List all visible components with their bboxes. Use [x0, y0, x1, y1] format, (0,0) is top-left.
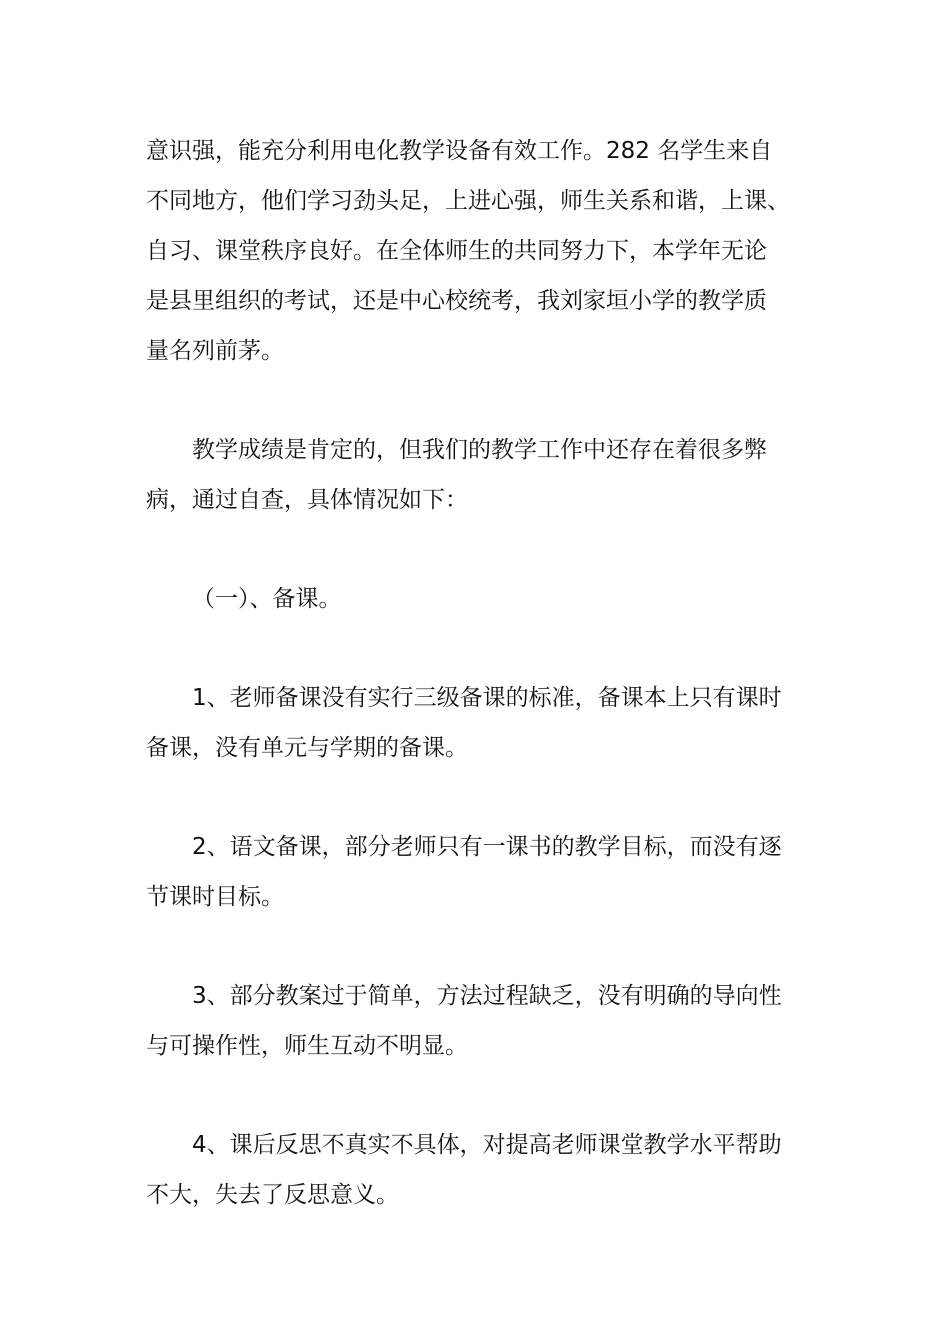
paragraph-self-check-intro: [146, 425, 818, 525]
text-line: 与可操作性，师生互动不明显。: [146, 1033, 468, 1059]
list-item-4: [146, 1120, 818, 1220]
text-line: 是县里组织的考试，还是中心校统考，我刘家垣小学的教学质: [146, 288, 767, 314]
text-line: 3、部分教案过于简单，方法过程缺乏，没有明确的导向性: [192, 983, 782, 1009]
text-line: 节课时目标。: [146, 884, 284, 910]
paragraph-school-overview: [146, 126, 818, 376]
text-line: 意识强，能充分利用电化教学设备有效工作。282 名学生来自: [146, 138, 773, 164]
list-item-2: [146, 822, 818, 922]
text-line: 不大，失去了反思意义。: [146, 1182, 399, 1208]
list-item-3: [146, 971, 818, 1071]
list-item-1: [146, 673, 818, 773]
text-line: 教学成绩是肯定的，但我们的教学工作中还存在着很多弊: [192, 437, 767, 463]
section-heading-lesson-prep: [146, 574, 818, 624]
text-line: 2、语文备课，部分老师只有一课书的教学目标，而没有逐: [192, 834, 782, 860]
text-line: 不同地方，他们学习劲头足，上进心强，师生关系和谐，上课、: [146, 188, 790, 214]
text-line: 备课，没有单元与学期的备课。: [146, 735, 468, 761]
text-line: 自习、课堂秩序良好。在全体师生的共同努力下，本学年无论: [146, 238, 767, 264]
text-line: 病，通过自查，具体情况如下：: [146, 487, 468, 513]
text-line: （一）、备课。: [192, 586, 342, 612]
text-line: 量名列前茅。: [146, 338, 284, 364]
text-line: 4、课后反思不真实不具体，对提高老师课堂教学水平帮助: [192, 1132, 782, 1158]
text-line: 1、老师备课没有实行三级备课的标准，备课本上只有课时: [192, 685, 782, 711]
